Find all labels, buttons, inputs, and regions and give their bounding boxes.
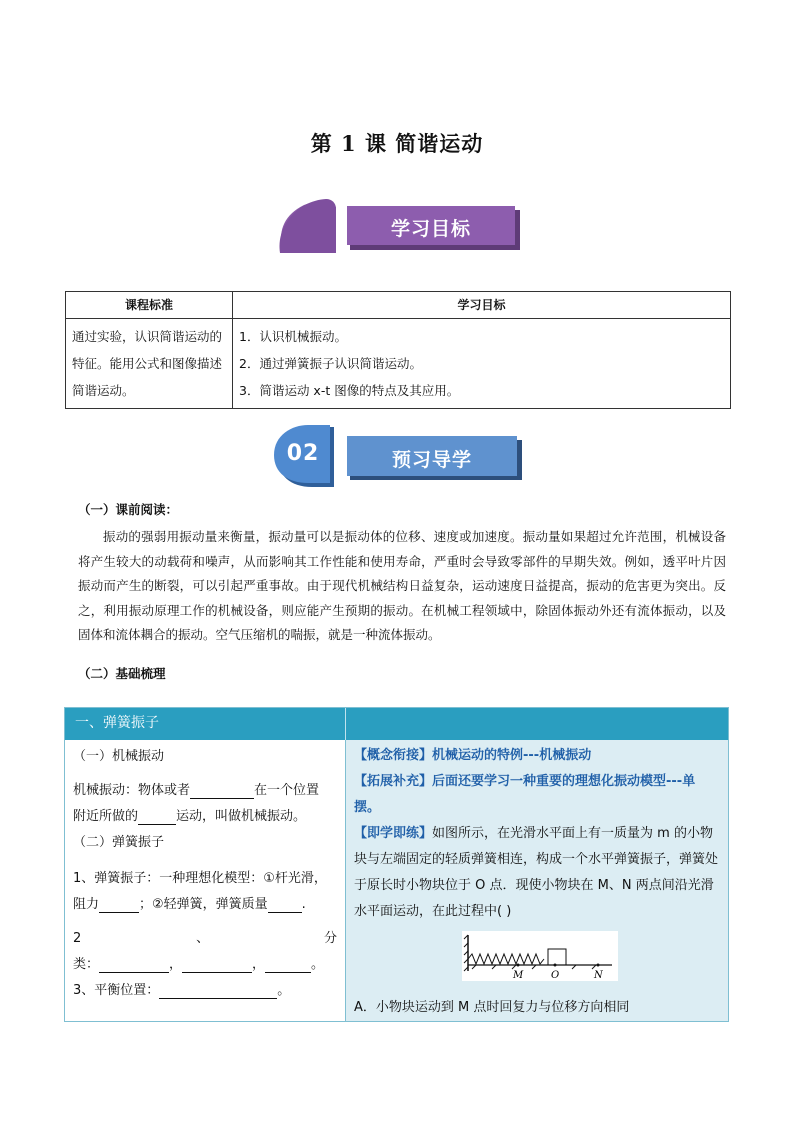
note-text: 后面还要学习一种重要的理想化振动模型---单摆。 (354, 774, 696, 815)
sub-heading: （一）机械振动 (73, 749, 165, 764)
preview-guide-banner (272, 425, 524, 491)
concept-link (354, 743, 720, 769)
text: ， (169, 957, 183, 972)
goals-header-objectives: 学习目标 (233, 292, 731, 319)
text: 附近所做的 (73, 809, 139, 824)
basics-table-header (65, 708, 728, 740)
text: ；②轻弹簧，弹簧质量 (139, 897, 268, 912)
blank-field[interactable] (190, 782, 254, 799)
label-n: N (594, 970, 603, 981)
goals-standard: 通过实验，认识简谐运动的特征。能用公式和图像描述简谐运动。 (66, 319, 233, 409)
goals-objectives (233, 319, 731, 409)
tag-label: 【拓展补充】 (354, 774, 433, 789)
blank-field[interactable] (99, 956, 169, 973)
goals-header-standard: 课程标准 (66, 292, 233, 319)
practice-question (354, 821, 720, 925)
basics-table (64, 707, 729, 1022)
text: 分 (323, 931, 337, 946)
section-heading-reading: （一）课前阅读： (78, 502, 179, 517)
text: 在一个位置 (254, 783, 320, 798)
learning-goals-banner (276, 197, 521, 255)
text: 阻力 (73, 897, 100, 912)
tag-label: 【即学即练】 (354, 826, 433, 841)
definition-line (73, 804, 337, 830)
basics-right-column (346, 740, 728, 1021)
blank-field[interactable] (99, 896, 139, 913)
blank-field[interactable] (138, 808, 176, 825)
objective-item: 1．认识机械振动。 (239, 329, 347, 344)
objective-item: 2．通过弹簧振子认识简谐运动。 (239, 356, 422, 371)
text: 类： (73, 957, 100, 972)
banner-number: 02 (286, 441, 320, 466)
item-line (73, 892, 337, 918)
label-m: M (513, 970, 524, 981)
item-line (73, 952, 337, 978)
text: . (301, 897, 306, 912)
basics-header-title: 一、弹簧振子 (65, 708, 346, 740)
basics-left-column (65, 740, 346, 1021)
text: 3、平衡位置： (73, 983, 160, 998)
text: 机械振动：物体或者 (73, 783, 191, 798)
definition-line (73, 778, 337, 804)
item-line (73, 926, 337, 952)
spring-diagram-icon (462, 931, 618, 981)
text: 、 (196, 931, 210, 946)
goals-table (65, 291, 731, 409)
objective-item: 3．简谐运动 x-t 图像的特点及其应用。 (239, 383, 460, 398)
text: 。 (311, 957, 325, 972)
reading-paragraph: 振动的强弱用振动量来衡量，振动量可以是振动体的位移、速度或加速度。振动量如果超过允许范围，机械设备将产生较大的动载荷和噪声，从而影响其工作性能和使用寿命，严重时会导致零部件的早期失效。例如，透平叶片因振动而产生的断裂，可以引起严重事故。由于现代机械结构日益复杂，运动速度日益提高，振动的危害更为突出。反之，利用振动原理工作的机械设备，则应能产生预期的振动。在机械工程领域中，除固体振动外还有流体振动，以及固体和流体耦合的振动。空气压缩机的喘振，就是一种流体振动。 (78, 529, 726, 642)
question-text: 如图所示，在光滑水平面上有一质量为 m 的小物块与左端固定的轻质弹簧相连，构成一个水平弹簧振子，弹簧处于原长时小物块位于 O 点．现使小物块在 M、N 两点间沿光滑水平面运动，在此过程中( ) (354, 826, 719, 919)
item-line (73, 978, 337, 1004)
label-o: O (551, 970, 560, 981)
banner-label: 学习目标 (390, 218, 471, 240)
tag-label: 【概念衔接】 (354, 748, 433, 763)
blank-field[interactable] (268, 896, 302, 913)
text: 2 (73, 931, 82, 946)
text: 。 (277, 983, 291, 998)
banner-label: 预习导学 (391, 449, 472, 471)
sub-heading: （二）弹簧振子 (73, 835, 165, 850)
blank-field[interactable] (159, 982, 277, 999)
page-title: 第 1 课 简谐运动 (310, 131, 484, 156)
extension-note (354, 769, 720, 821)
spring-oscillator-diagram (462, 931, 720, 991)
section-heading-basics: （二）基础梳理 (78, 666, 166, 681)
item-line: 1、弹簧振子：一种理想化模型：①杆光滑， (73, 871, 327, 886)
note-text: 机械运动的特例---机械振动 (432, 748, 592, 763)
text: ， (252, 957, 266, 972)
blank-field[interactable] (182, 956, 252, 973)
option-a[interactable]: A．小物块运动到 M 点时回复力与位移方向相同 (354, 1000, 630, 1015)
blank-field[interactable] (265, 956, 311, 973)
text: 运动，叫做机械振动。 (176, 809, 307, 824)
